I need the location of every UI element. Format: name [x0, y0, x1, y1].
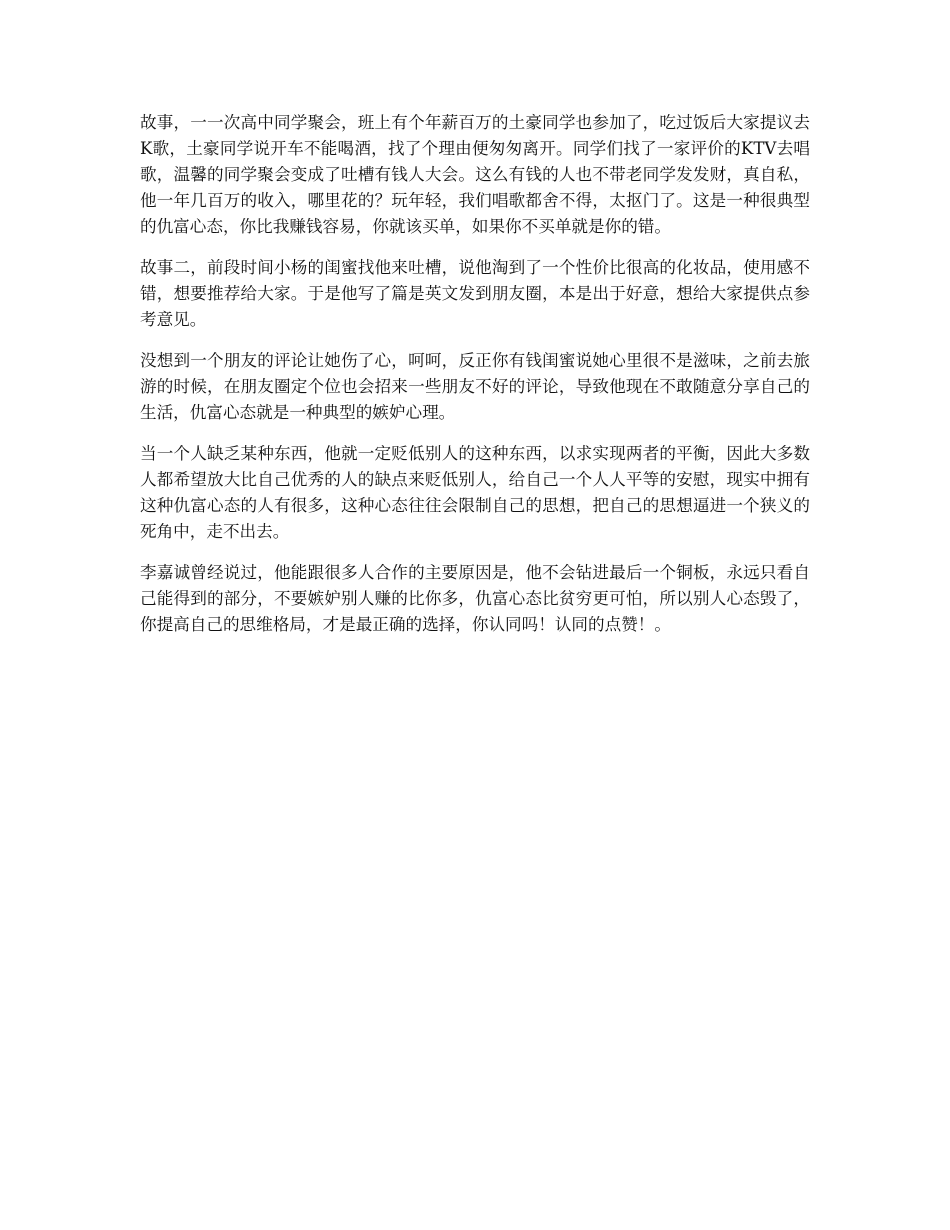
article-body: [140, 110, 810, 653]
paragraph-4: 当一个人缺乏某种东西，他就一定贬低别人的这种东西，以求实现两者的平衡，因此大多数人都希望放大比自己优秀的人的缺点来贬低别人，给自己一个人人平等的安慰，现实中拥有这种仇富心态的人有很多，这种心态往往会限制自己的思想，把自己的思想逼进一个狭义的死角中，走不出去。: [140, 444, 810, 541]
paragraph-5: 李嘉诚曾经说过，他能跟很多人合作的主要原因是，他不会钻进最后一个铜板，永远只看自己能得到的部分，不要嫉妒别人赚的比你多，仇富心态比贫穷更可怕，所以别人心态毁了，你提高自己的思维格局，才是最正确的选择，你认同吗！认同的点赞！。: [140, 563, 810, 634]
paragraph-3: 没想到一个朋友的评论让她伤了心，呵呵，反正你有钱闺蜜说她心里很不是滋味，之前去旅游的时候，在朋友圈定个位也会招来一些朋友不好的评论，导致他现在不敢随意分享自己的生活，仇富心态就是一种典型的嫉妒心理。: [140, 351, 810, 422]
paragraph-1: 故事，一一次高中同学聚会，班上有个年薪百万的土豪同学也参加了，吃过饭后大家提议去K歌，土豪同学说开车不能喝酒，找了个理由便匆匆离开。同学们找了一家评价的KTV去唱歌，温馨的同学聚会变成了吐槽有钱人大会。这么有钱的人也不带老同学发发财，真自私，他一年几百万的收入，哪里花的？玩年轻，我们唱歌都舍不得，太抠门了。这是一种很典型的仇富心态，你比我赚钱容易，你就该买单，如果你不买单就是你的错。: [140, 113, 810, 236]
paragraph-2: 故事二，前段时间小杨的闺蜜找他来吐槽，说他淘到了一个性价比很高的化妆品，使用感不错，想要推荐给大家。于是他写了篇是英文发到朋友圈，本是出于好意，想给大家提供点参考意见。: [140, 258, 810, 329]
